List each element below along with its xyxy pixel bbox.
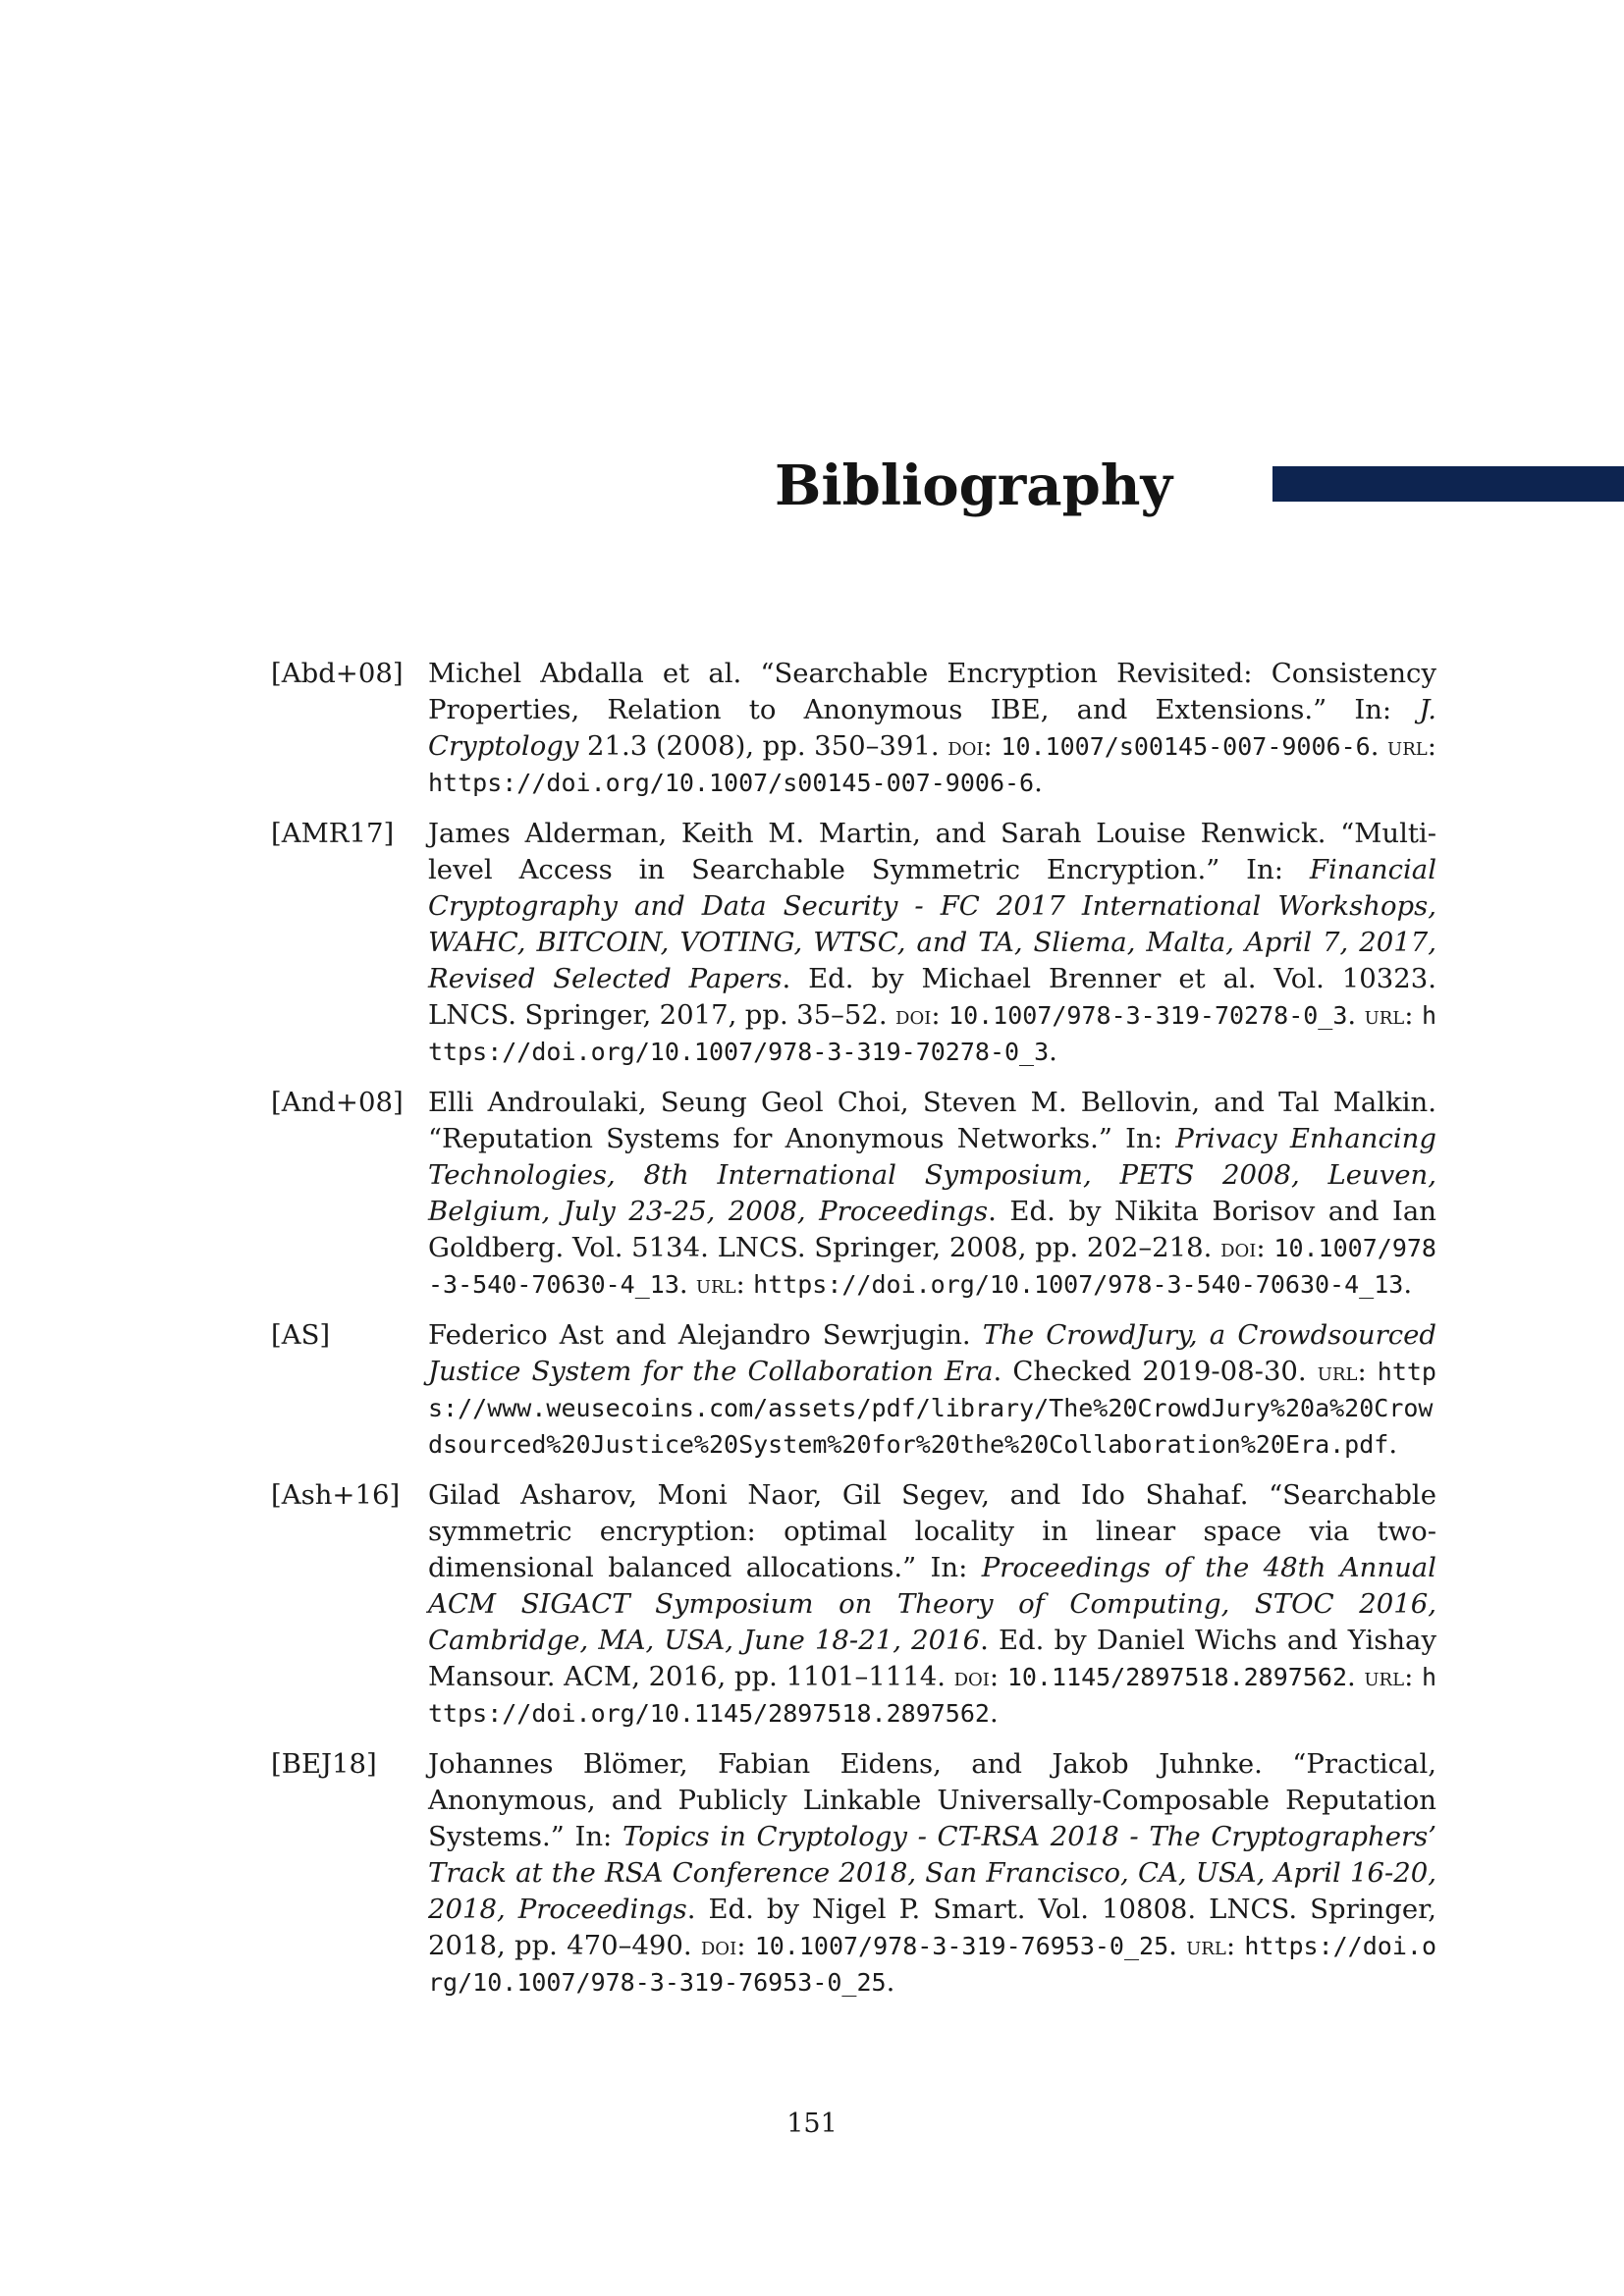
chapter-heading	[0, 447, 1624, 525]
bib-text-segment: James Alderman, Keith M. Martin, and Sarah Louise Renwick. “Multi-level Access in Searchable Symmetric Encryption.” In:	[428, 818, 1436, 885]
bib-text-segment: Privacy Enhancing Technologies, 8th International Symposium, PETS 2008, Leuven, Belgium, July 23-25, 2008, Proceedings	[428, 1123, 1436, 1227]
bib-text-segment: url	[1186, 1932, 1226, 1960]
bib-key: [And+08]	[271, 1087, 404, 1118]
bib-text-segment: .	[886, 1966, 895, 1998]
bib-key: [BEJ18]	[271, 1748, 377, 1780]
bib-text-segment: :	[1357, 1356, 1378, 1387]
page-number: 151	[786, 2109, 838, 2139]
bib-link[interactable]: https://doi.org/10.1007/s00145-007-9006-6	[428, 769, 1035, 797]
bib-text-segment: url	[1317, 1358, 1358, 1386]
bib-text-segment: . Ed. by Nikita Borisov and Ian Goldberg. Vol. 5134. LNCS. Springer, 2008, pp. 202–218.	[428, 1196, 1436, 1263]
bib-text-segment: . Checked 2019-08-30.	[993, 1356, 1318, 1387]
bib-text-segment: :	[736, 1930, 755, 1961]
bib-text-segment: .	[1034, 767, 1043, 798]
bib-text-segment: .	[989, 1697, 999, 1729]
bib-text-segment: doi	[947, 732, 984, 761]
bib-text-segment: Michel Abdalla et al. “Searchable Encryption Revisited: Consistency Properties, Relation to Anonymous IBE, and Extensions.” In:	[428, 658, 1436, 725]
bib-text-segment: doi	[1220, 1234, 1257, 1262]
bib-text-segment: url	[695, 1270, 736, 1299]
bib-text-segment: .	[1347, 1661, 1365, 1692]
bib-text-segment: 21.3 (2008), pp. 350–391.	[578, 730, 948, 762]
bib-text-segment: :	[931, 999, 949, 1031]
bib-entry	[271, 1746, 1436, 2001]
bib-text-segment: J. Cryptology	[428, 694, 1436, 762]
bib-key: [AS]	[271, 1319, 331, 1351]
bib-entry	[271, 1317, 1436, 1463]
bib-text-segment: Federico Ast and Alejandro Sewrjugin.	[428, 1319, 983, 1351]
bib-text-segment: doi	[700, 1932, 737, 1960]
bib-text-segment: :	[735, 1268, 754, 1300]
bib-text-segment: .	[1403, 1268, 1413, 1300]
bib-link[interactable]: 10.1007/978-3-319-76953-0_25	[754, 1932, 1169, 1960]
bib-text-segment: . Ed. by Michael Brenner et al. Vol. 10323. LNCS. Springer, 2017, pp. 35–52.	[428, 963, 1436, 1031]
bib-text	[428, 818, 1436, 1067]
bib-text	[428, 1479, 1436, 1729]
bib-text-segment: .	[678, 1268, 696, 1300]
bib-text-segment: :	[1404, 1661, 1422, 1692]
bib-key: [Abd+08]	[271, 658, 404, 689]
page-title: Bibliography	[774, 454, 1172, 518]
bib-text-segment: :	[1256, 1232, 1274, 1263]
bib-text-segment: url	[1364, 1663, 1405, 1691]
bib-text-segment: url	[1364, 1001, 1405, 1030]
bib-text-segment: . Ed. by Daniel Wichs and Yishay Mansour. ACM, 2016, pp. 1101–1114.	[428, 1625, 1436, 1692]
bib-link[interactable]: 10.1145/2897518.2897562	[1006, 1663, 1347, 1691]
bib-entry	[271, 1477, 1436, 1732]
bib-link[interactable]: 10.1007/978-3-319-70278-0_3	[948, 1001, 1348, 1030]
bib-text-segment: .	[1388, 1428, 1398, 1460]
bib-text-segment: Elli Androulaki, Seung Geol Choi, Steven M. Bellovin, and Tal Malkin. “Reputation Systems for Anonymous Networks.” In:	[428, 1087, 1436, 1154]
bib-text-segment: Johannes Blömer, Fabian Eidens, and Jakob Juhnke. “Practical, Anonymous, and Publicly Linkable Universally-Composable Reputation Systems.” In:	[428, 1748, 1436, 1852]
bib-entry	[271, 656, 1436, 801]
bib-link[interactable]: https://doi.org/10.1007/978-3-319-70278-0_3	[428, 1001, 1436, 1066]
bib-text-segment: doi	[953, 1663, 990, 1691]
bib-entry	[271, 816, 1436, 1070]
bib-text	[428, 658, 1436, 798]
bib-key: [Ash+16]	[271, 1479, 401, 1511]
bib-text-segment: .	[1347, 999, 1365, 1031]
bib-text-segment: .	[1049, 1036, 1057, 1067]
bib-link[interactable]: https://doi.org/10.1007/978-3-319-76953-0_25	[428, 1932, 1436, 1997]
bib-link[interactable]: https://doi.org/10.1145/2897518.2897562	[428, 1663, 1437, 1728]
chapter-decoration-bar	[1272, 466, 1624, 502]
bib-text-segment: :	[1404, 999, 1422, 1031]
bib-text-segment: :	[989, 1661, 1007, 1692]
bib-text-segment: Gilad Asharov, Moni Naor, Gil Segev, and Ido Shahaf. “Searchable symmetric encryption: optimal locality in linear space via two-dimensional balanced allocations.” In:	[428, 1479, 1436, 1583]
bib-link[interactable]: https://doi.org/10.1007/978-3-540-70630-4_13	[753, 1270, 1404, 1299]
bib-text	[428, 1748, 1436, 1998]
bib-text-segment: Financial Cryptography and Data Security - FC 2017 International Workshops, WAHC, BITCOIN, VOTING, WTSC, and TA, Sliema, Malta, April 7, 2017, Revised Selected Papers	[428, 854, 1436, 994]
bib-link[interactable]: 10.1007/s00145-007-9006-6	[1001, 732, 1371, 761]
bib-text-segment: The CrowdJury, a Crowdsourced Justice System for the Collaboration Era	[428, 1319, 1437, 1387]
bib-text-segment: :	[983, 730, 1001, 762]
bib-entry	[271, 1085, 1436, 1303]
bib-text-segment: .	[1168, 1930, 1187, 1961]
bib-text	[428, 1319, 1436, 1460]
bib-text-segment: doi	[895, 1001, 932, 1030]
bib-key: [AMR17]	[271, 818, 395, 849]
bib-text-segment: url	[1387, 732, 1428, 761]
bib-text-segment: .	[1370, 730, 1388, 762]
bib-text-segment: :	[1225, 1930, 1245, 1961]
bib-text	[428, 1087, 1436, 1300]
bib-link[interactable]: 10.1007/978-3-540-70630-4_13	[428, 1234, 1436, 1299]
bibliography-list	[271, 656, 1436, 2015]
bib-text-segment: . Ed. by Nigel P. Smart. Vol. 10808. LNCS. Springer, 2018, pp. 470–490.	[428, 1894, 1436, 1961]
bib-link[interactable]: https://www.weusecoins.com/assets/pdf/library/The%20CrowdJury%20a%20Crowdsourced%20Justice%20System%20for%20the%20Collaboration%20Era.pdf	[428, 1358, 1436, 1459]
bib-text-segment: Proceedings of the 48th Annual ACM SIGACT Symposium on Theory of Computing, STOC 2016, Cambridge, MA, USA, June 18-21, 2016	[428, 1552, 1436, 1656]
bib-text-segment: Topics in Cryptology - CT-RSA 2018 - The Cryptographers’ Track at the RSA Conference 2018, San Francisco, CA, USA, April 16-20, 2018, Proceedings	[428, 1821, 1437, 1925]
bib-text-segment: :	[1427, 730, 1436, 762]
